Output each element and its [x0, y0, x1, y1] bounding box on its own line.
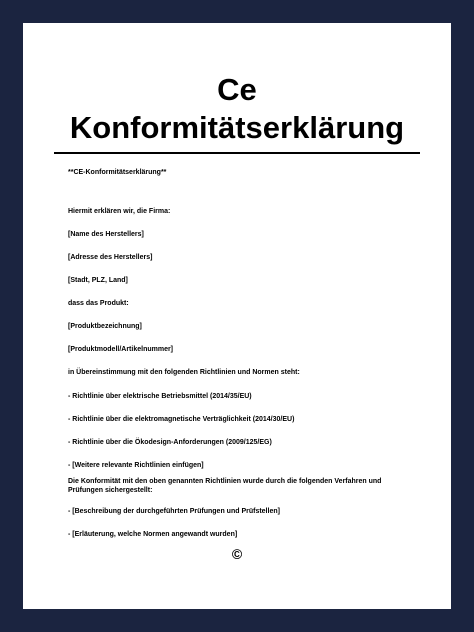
declaration-intro: Hiermit erklären wir, die Firma: [68, 208, 171, 215]
product-name-placeholder: [Produktbezeichnung] [68, 323, 142, 330]
tests-description-placeholder: - [Beschreibung der durchgeführten Prüfungen und Prüfstellen] [68, 508, 280, 515]
directives-intro: in Übereinstimmung mit den folgenden Richtlinien und Normen steht: [68, 369, 300, 376]
directive-item-low-voltage: - Richtlinie über elektrische Betriebsmittel (2014/35/EU) [68, 393, 252, 400]
page-title-line-1: Ce [217, 72, 257, 107]
manufacturer-city-placeholder: [Stadt, PLZ, Land] [68, 277, 128, 284]
product-model-placeholder: [Produktmodell/Artikelnummer] [68, 346, 174, 353]
directive-item-ecodesign: - Richtlinie über die Ökodesign-Anforderungen (2009/125/EG) [68, 439, 272, 446]
directive-item-emc: - Richtlinie über die elektromagnetische Verträglichkeit (2014/30/EU) [68, 416, 295, 423]
page-title-line-2: Konformitätserklärung [69, 110, 405, 145]
document-heading: **CE-Konformitätserklärung** [68, 169, 167, 176]
product-intro: dass das Produkt: [68, 300, 129, 307]
manufacturer-name-placeholder: [Name des Herstellers] [68, 231, 144, 238]
standards-explanation-placeholder: - [Erläuterung, welche Normen angewandt wurden] [68, 531, 238, 538]
copyright-icon: © [231, 546, 243, 562]
manufacturer-address-placeholder: [Adresse des Herstellers] [68, 254, 153, 261]
directive-item-additional-placeholder: - [Weitere relevante Richtlinien einfügen] [68, 462, 204, 469]
document-page [23, 23, 451, 609]
conformity-statement: Die Konformität mit den oben genannten Richtlinien wurde durch die folgenden Verfahren und Prüfungen sichergestellt: [68, 478, 382, 494]
title-divider [54, 152, 420, 154]
